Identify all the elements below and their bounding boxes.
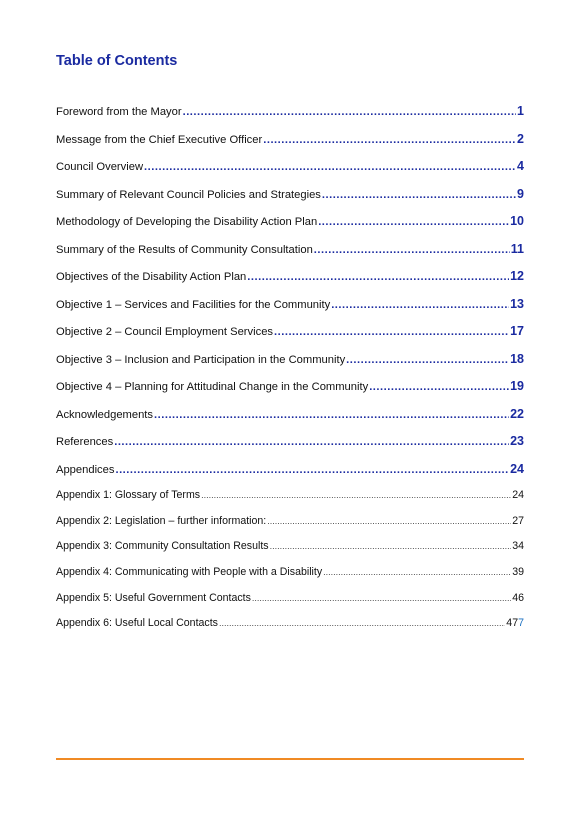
toc-appendix-label: Appendix 3: Community Consultation Results	[56, 540, 269, 553]
toc-entry[interactable]	[56, 434, 524, 462]
dot-leader	[115, 464, 509, 476]
toc-entry-page: 10	[510, 214, 524, 228]
toc-entry-label: Objective 1 – Services and Facilities for the Community	[56, 298, 331, 311]
toc-entry[interactable]	[56, 132, 524, 160]
toc-entry-page: 11	[510, 241, 524, 256]
toc-entry-label: Objective 2 – Council Employment Services	[56, 326, 274, 338]
dot-leader	[331, 299, 509, 311]
dot-leader	[219, 618, 505, 628]
dot-leader	[114, 436, 509, 448]
toc-appendix-entry[interactable]	[56, 592, 524, 618]
dot-leader	[318, 216, 509, 228]
toc-entry[interactable]	[56, 214, 524, 242]
toc-entry-label: Objectives of the Disability Action Plan	[56, 271, 247, 283]
toc-entry-page: 24	[510, 461, 524, 476]
toc-entry[interactable]	[56, 352, 524, 380]
toc-entry-page: 1	[517, 104, 524, 118]
page-number: 34	[512, 540, 524, 553]
toc-appendix-page	[512, 566, 524, 578]
dot-leader	[247, 271, 509, 283]
toc-appendix-label: Appendix 2: Legislation – further information:	[56, 514, 267, 527]
toc-entry[interactable]	[56, 187, 524, 215]
toc-entry-label: Methodology of Developing the Disability Action Plan	[56, 216, 318, 228]
toc-entry-label: References	[56, 436, 114, 448]
toc-entry[interactable]	[56, 159, 524, 187]
toc-entry[interactable]	[56, 407, 524, 435]
toc-entry-page: 17	[510, 324, 524, 338]
toc-appendix-entry[interactable]	[56, 489, 524, 515]
footer-rule	[56, 758, 524, 760]
toc-list	[56, 104, 524, 643]
toc-appendix-page	[512, 515, 524, 527]
toc-entry-page: 19	[510, 379, 524, 393]
toc-entry-page: 18	[510, 351, 524, 366]
dot-leader	[144, 161, 516, 173]
page-number: 47	[506, 617, 519, 630]
toc-appendix-page	[512, 540, 524, 552]
toc-appendix-entry[interactable]	[56, 540, 524, 566]
toc-entry-label: Acknowledgements	[56, 408, 154, 421]
toc-entry[interactable]	[56, 104, 524, 132]
dot-leader	[267, 516, 511, 526]
toc-entry-page: 9	[517, 186, 524, 201]
toc-entry[interactable]	[56, 324, 524, 352]
page-number: 46	[512, 591, 524, 604]
toc-entry-page: 2	[517, 131, 524, 146]
dot-leader	[154, 409, 509, 421]
toc-entry-page: 23	[510, 434, 524, 448]
dot-leader	[323, 567, 511, 577]
toc-entry-label: Foreword from the Mayor	[56, 106, 182, 118]
toc-appendix-entry[interactable]	[56, 515, 524, 541]
toc-entry[interactable]	[56, 242, 524, 270]
toc-appendix-label: Appendix 1: Glossary of Terms	[56, 489, 201, 501]
toc-appendix-entry[interactable]	[56, 566, 524, 592]
toc-entry-page: 13	[510, 296, 524, 311]
dot-leader	[201, 490, 511, 500]
toc-appendix-label: Appendix 6: Useful Local Contacts	[56, 617, 218, 630]
dot-leader	[346, 354, 509, 366]
toc-entry[interactable]	[56, 462, 524, 490]
toc-entry-page: 22	[510, 406, 524, 421]
dot-leader	[252, 593, 511, 603]
toc-entry-label: Council Overview	[56, 161, 144, 173]
toc-appendix-page	[506, 617, 524, 629]
page-number: 24	[512, 489, 524, 501]
toc-entry[interactable]	[56, 379, 524, 407]
toc-entry[interactable]	[56, 297, 524, 325]
toc-entry-page: 12	[510, 269, 524, 283]
dot-leader	[183, 106, 516, 118]
toc-entry-label: Summary of Relevant Council Policies and Strategies	[56, 188, 321, 201]
toc-appendix-page	[512, 489, 524, 501]
toc-entry-label: Appendices	[56, 463, 115, 476]
dot-leader	[274, 326, 509, 338]
page-number: 39	[512, 566, 524, 579]
toc-entry-label: Objective 3 – Inclusion and Participation in the Community	[56, 353, 346, 366]
page-number: 27	[512, 514, 524, 527]
toc-entry-label: Objective 4 – Planning for Attitudinal Change in the Community	[56, 381, 369, 393]
dot-leader	[369, 381, 509, 393]
page-number-extra: 7	[518, 617, 524, 630]
toc-entry[interactable]	[56, 269, 524, 297]
toc-appendix-label: Appendix 4: Communicating with People with a Disability	[56, 566, 323, 579]
toc-title: Table of Contents	[56, 53, 178, 69]
toc-entry-label: Message from the Chief Executive Officer	[56, 133, 263, 146]
dot-leader	[322, 189, 516, 201]
toc-entry-page: 4	[517, 159, 524, 173]
toc-appendix-page	[512, 592, 524, 604]
dot-leader	[270, 541, 512, 551]
toc-entry-label: Summary of the Results of Community Consultation	[56, 243, 313, 256]
dot-leader	[314, 244, 510, 256]
toc-appendix-label: Appendix 5: Useful Government Contacts	[56, 591, 251, 604]
toc-appendix-entry[interactable]	[56, 617, 524, 643]
dot-leader	[263, 134, 516, 146]
